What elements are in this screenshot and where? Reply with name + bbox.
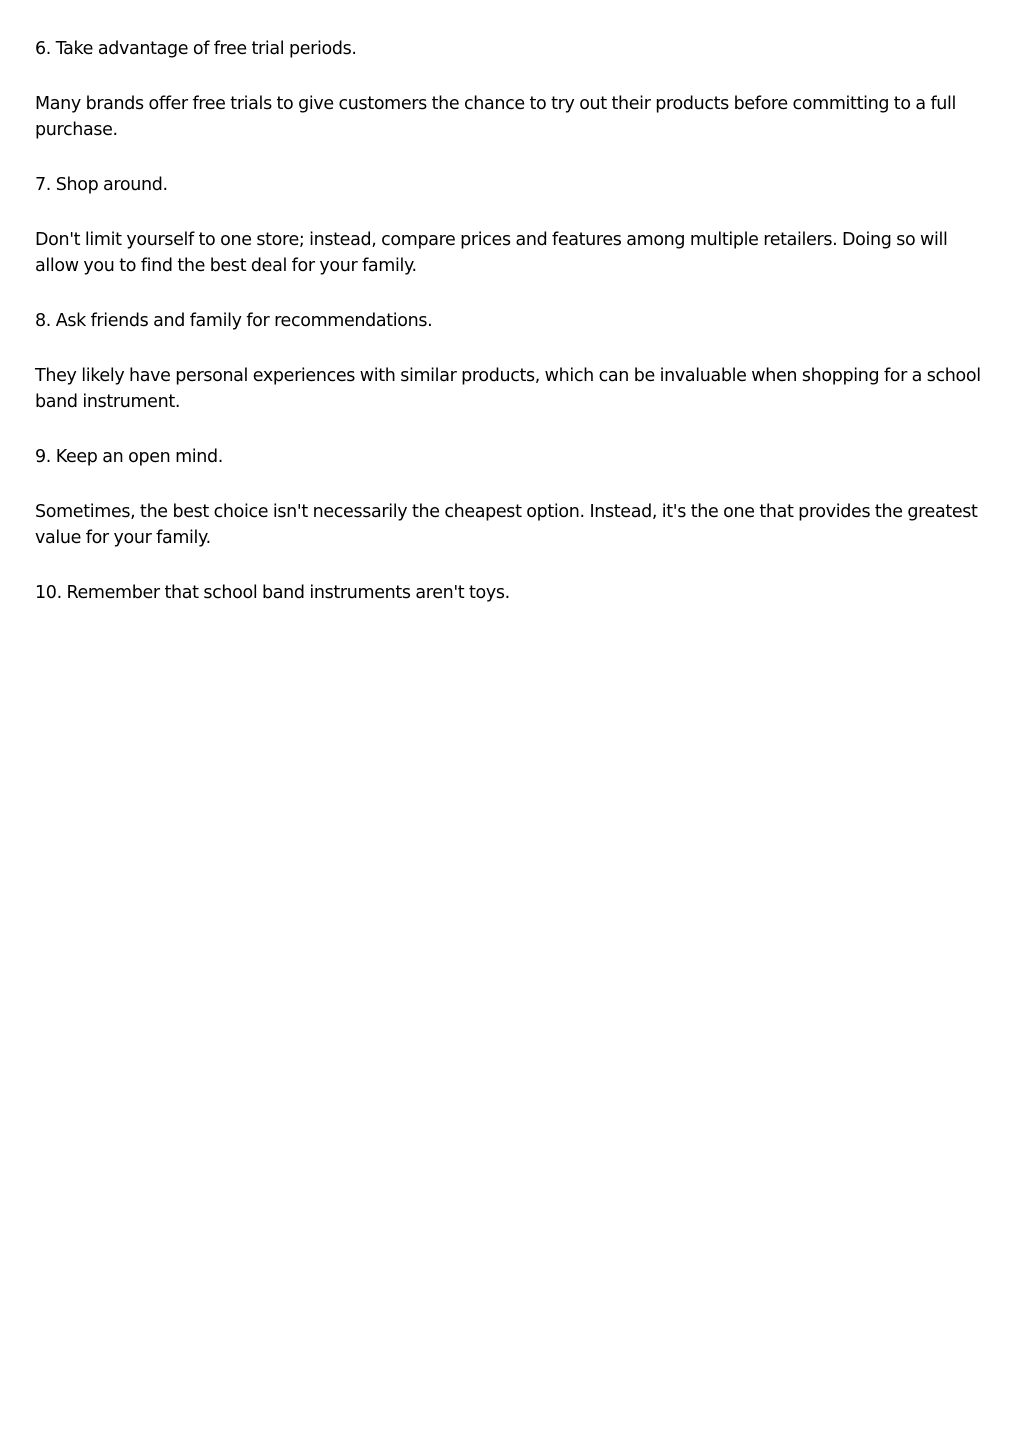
paragraph-open-mind: Sometimes, the best choice isn't necessarily the cheapest option. Instead, it's the one that provides the greatest value for your family. [35, 502, 978, 548]
list-heading-8: 8. Ask friends and family for recommendations. [35, 311, 433, 331]
document-body [35, 36, 985, 635]
paragraph-free-trials: Many brands offer free trials to give customers the chance to try out their products before committing to a full purchase. [35, 94, 957, 140]
paragraph-recommendations: They likely have personal experiences with similar products, which can be invaluable when shopping for a school band instrument. [35, 366, 981, 412]
list-heading-7: 7. Shop around. [35, 175, 168, 195]
paragraph-shop-around: Don't limit yourself to one store; instead, compare prices and features among multiple retailers. Doing so will allow you to find the best deal for your family. [35, 230, 948, 276]
list-heading-6: 6. Take advantage of free trial periods. [35, 39, 357, 59]
list-heading-10: 10. Remember that school band instruments aren't toys. [35, 583, 510, 603]
list-heading-9: 9. Keep an open mind. [35, 447, 224, 467]
